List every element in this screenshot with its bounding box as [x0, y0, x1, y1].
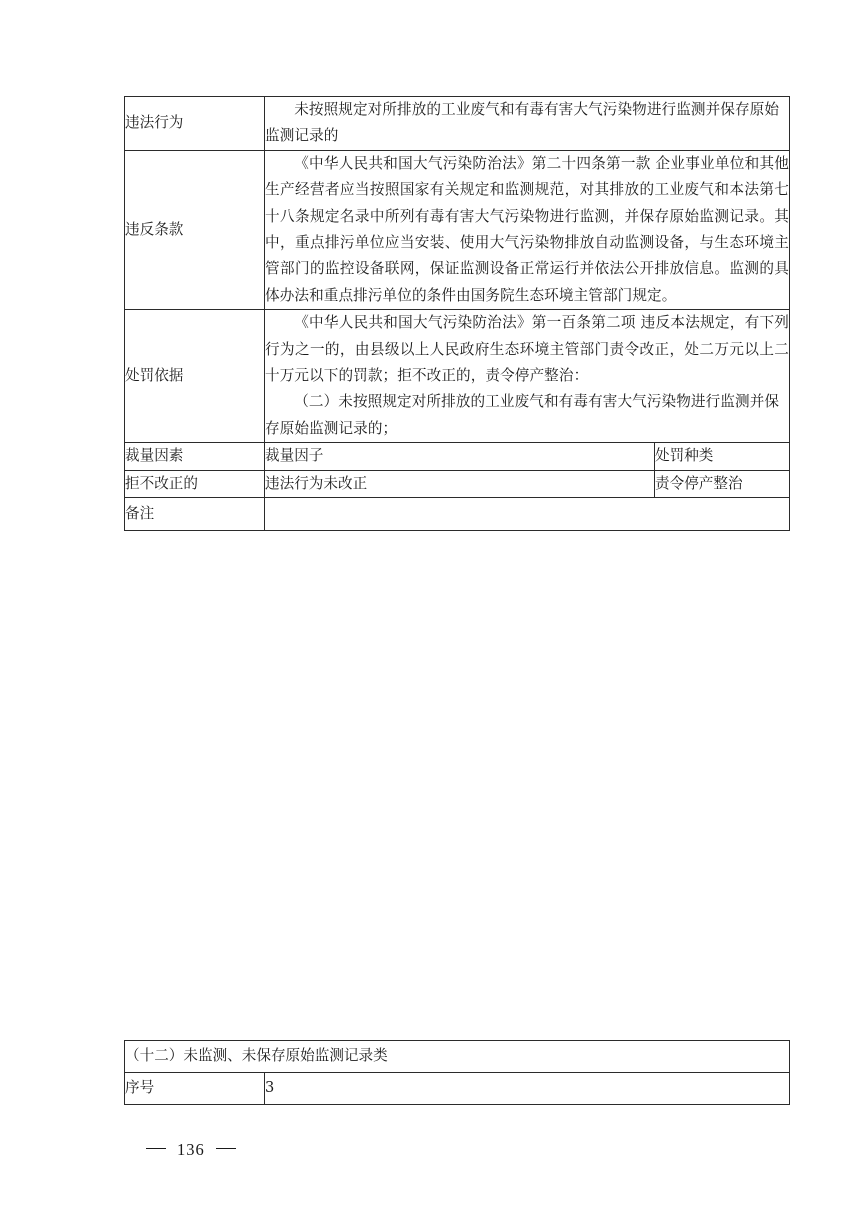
- remarks-content: [265, 498, 790, 531]
- table-row-penalty-basis: [125, 310, 790, 443]
- row-content-violation-act: [265, 97, 790, 151]
- discretion-entry-factor: 违法行为未改正: [265, 470, 655, 497]
- table-row-index: [125, 1073, 790, 1105]
- table-row-violated-clause: [125, 150, 790, 309]
- penalty-detail-table: [124, 96, 790, 531]
- page-number: 136: [177, 1140, 205, 1159]
- violation-act-text: 未按照规定对所排放的工业废气和有毒有害大气污染物进行监测并保存原始监测记录的: [265, 101, 780, 145]
- row-label-violation-act: 违法行为: [125, 97, 265, 151]
- row-label-violated-clause: 违反条款: [125, 150, 265, 309]
- page-footer: [124, 1140, 790, 1160]
- remarks-label: 备注: [125, 498, 265, 531]
- page-number-group: [124, 1140, 236, 1160]
- table-row-discretion-entry: [125, 470, 790, 497]
- discretion-entry-label: 拒不改正的: [125, 470, 265, 497]
- next-category-table: [124, 1040, 790, 1105]
- discretion-header-label: 裁量因素: [125, 443, 265, 470]
- discretion-entry-penalty-kind: 责令停产整治: [655, 470, 790, 497]
- discretion-header-penalty-kind: 处罚种类: [655, 443, 790, 470]
- index-value: 3: [265, 1073, 790, 1105]
- row-content-violated-clause: [265, 150, 790, 309]
- row-content-penalty-basis: [265, 310, 790, 443]
- penalty-basis-paragraph-2: （二）未按照规定对所排放的工业废气和有毒有害大气污染物进行监测并保存原始监测记录的；: [265, 393, 780, 437]
- violated-clause-text: 《中华人民共和国大气污染防治法》第二十四条第一款 企业事业单位和其他生产经营者应当按照国家有关规定和监测规范，对其排放的工业废气和本法第七十八条规定名录中所列有毒有害大气污染物进行监测，并保存原始监测记录。其中，重点排污单位应当安装、使用大气污染物排放自动监测设备，与生态环境主管部门的监控设备联网，保证监测设备正常运行并依法公开排放信息。监测的具体办法和重点排污单位的条件由国务院生态环境主管部门规定。: [265, 154, 789, 304]
- footer-dash-right-icon: [216, 1148, 236, 1149]
- footer-dash-left-icon: [146, 1148, 166, 1149]
- table-row-remarks: [125, 498, 790, 531]
- penalty-basis-paragraph-1: 《中华人民共和国大气污染防治法》第一百条第二项 违反本法规定，有下列行为之一的，由县级以上人民政府生态环境主管部门责令改正，处二万元以上二十万元以下的罚款；拒不改正的，责令停产整治：: [265, 314, 789, 385]
- discretion-header-factor: 裁量因子: [265, 443, 655, 470]
- index-label: 序号: [125, 1073, 265, 1105]
- table-row-category-title: [125, 1041, 790, 1073]
- table-row-violation-act: [125, 97, 790, 151]
- row-label-penalty-basis: 处罚依据: [125, 310, 265, 443]
- category-title: （十二）未监测、未保存原始监测记录类: [125, 1041, 790, 1073]
- table-row-discretion-header: [125, 443, 790, 470]
